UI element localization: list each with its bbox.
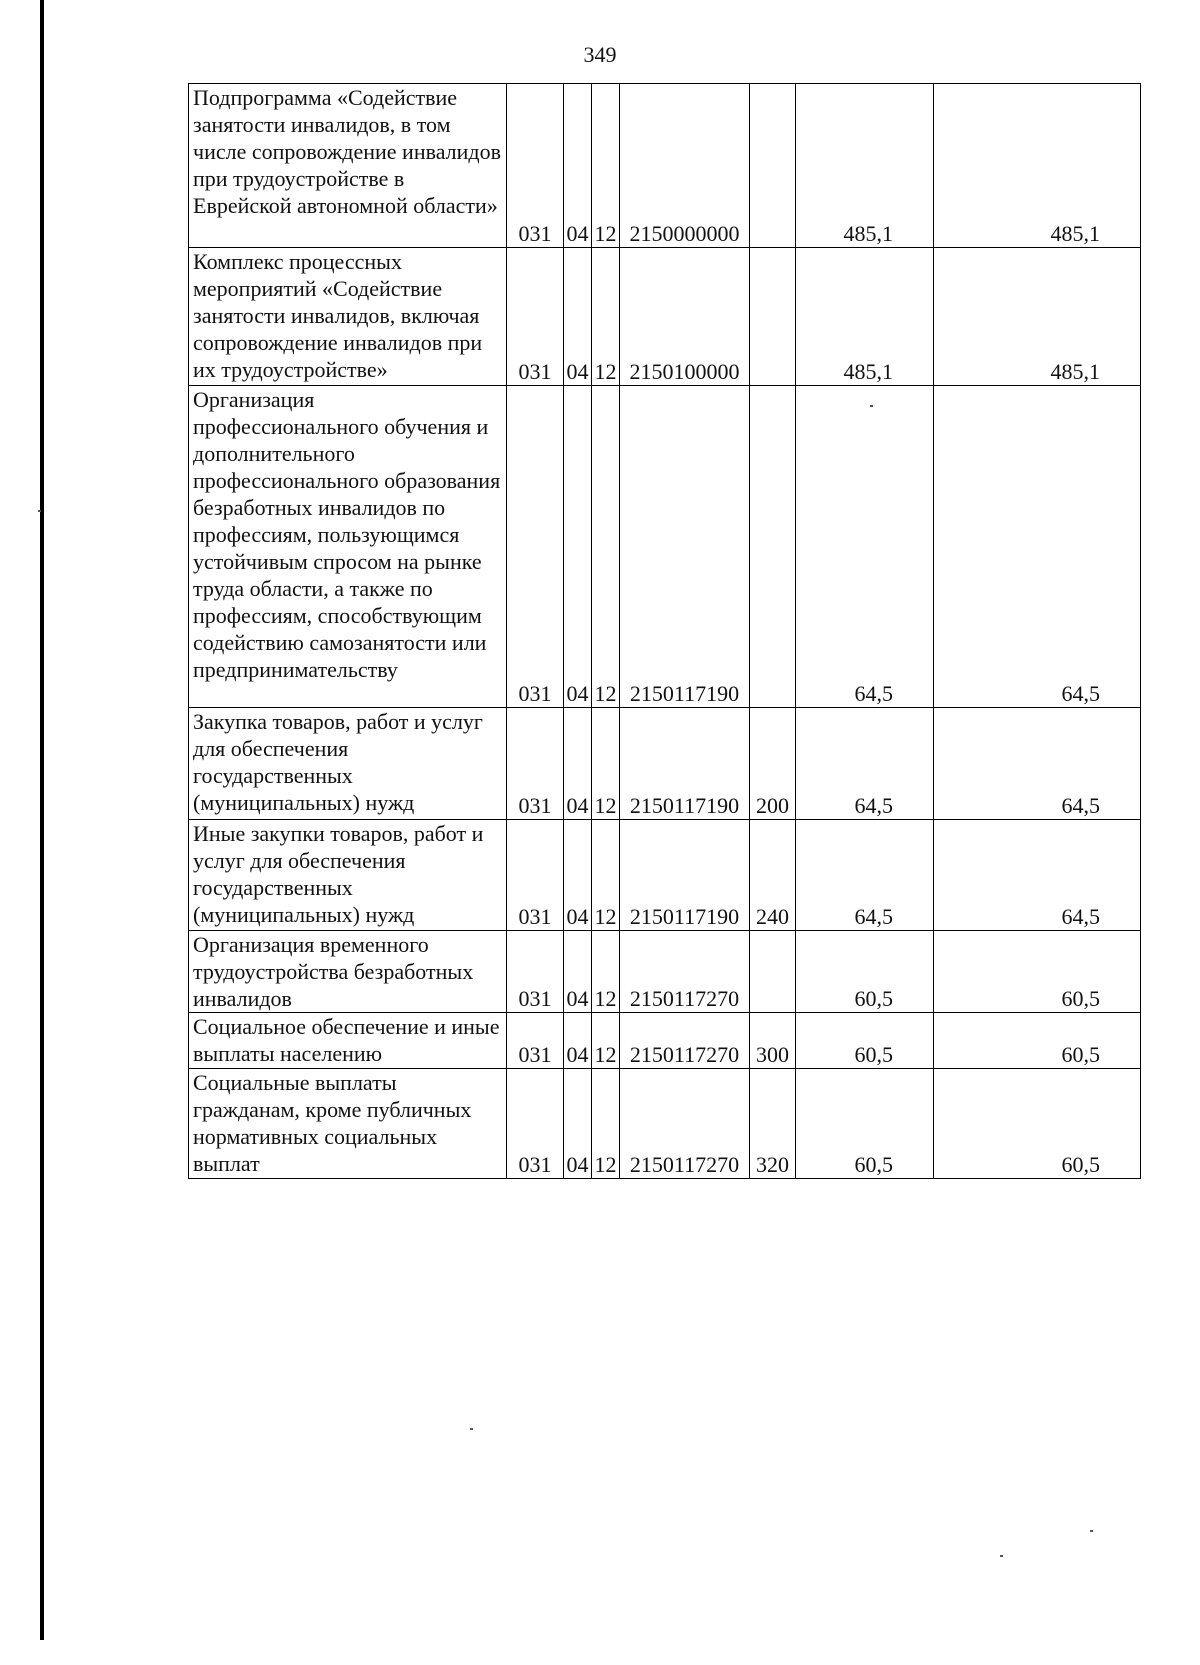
row-name: Социальное обеспечение и иные выплаты населению	[189, 1013, 507, 1069]
table-row	[189, 931, 1141, 1013]
target-article-code: 2150117270	[620, 931, 750, 1013]
expense-type-code	[750, 386, 796, 708]
section-code: 04	[564, 820, 592, 931]
subsection-code: 12	[592, 1013, 620, 1069]
expense-type-code	[750, 84, 796, 248]
row-name: Организация профессионального обучения и дополнительного профессионального образования безработных инвалидов по профессиям, пользующимся устойчивым спросом на рынке труда области, а также по профессиям, способствующим содействию самозанятости или предпринимательству	[189, 386, 507, 708]
page-number: 349	[583, 42, 617, 67]
ministry-code: 031	[507, 1069, 564, 1179]
target-article-code: 2150117190	[620, 708, 750, 820]
row-name: Закупка товаров, работ и услуг для обеспечения государственных (муниципальных) нужд	[189, 708, 507, 820]
table-row	[189, 386, 1141, 708]
ministry-code: 031	[507, 248, 564, 386]
row-name: Организация временного трудоустройства безработных инвалидов	[189, 931, 507, 1013]
expense-type-code: 300	[750, 1013, 796, 1069]
subsection-code: 12	[592, 84, 620, 248]
row-name: Подпрограмма «Содействие занятости инвалидов, в том числе сопровождение инвалидов при трудоустройстве в Еврейской автономной области»	[189, 84, 507, 248]
scan-speck	[470, 1428, 473, 1430]
ministry-code: 031	[507, 820, 564, 931]
ministry-code: 031	[507, 386, 564, 708]
ministry-code: 031	[507, 708, 564, 820]
target-article-code: 2150100000	[620, 248, 750, 386]
expense-type-code	[750, 248, 796, 386]
sum-year-1: 60,5	[796, 931, 934, 1013]
table-row	[189, 1013, 1141, 1069]
table-body	[189, 84, 1141, 1179]
scan-speck	[1000, 1555, 1003, 1557]
sum-year-1: 64,5	[796, 820, 934, 931]
sum-year-2: 60,5	[934, 931, 1141, 1013]
target-article-code: 2150117190	[620, 820, 750, 931]
sum-year-1: 60,5	[796, 1069, 934, 1179]
section-code: 04	[564, 1069, 592, 1179]
section-code: 04	[564, 931, 592, 1013]
subsection-code: 12	[592, 248, 620, 386]
sum-year-1: 64,5	[796, 708, 934, 820]
section-code: 04	[564, 1013, 592, 1069]
sum-year-1: 485,1	[796, 84, 934, 248]
sum-year-2: 64,5	[934, 708, 1141, 820]
table-row	[189, 1069, 1141, 1179]
ministry-code: 031	[507, 1013, 564, 1069]
section-code: 04	[564, 386, 592, 708]
table-row	[189, 820, 1141, 931]
sum-year-1: 60,5	[796, 1013, 934, 1069]
sum-year-1: 485,1	[796, 248, 934, 386]
sum-year-2: 64,5	[934, 820, 1141, 931]
table-row	[189, 708, 1141, 820]
row-name: Социальные выплаты гражданам, кроме публичных нормативных социальных выплат	[189, 1069, 507, 1179]
row-name: Комплекс процессных мероприятий «Содействие занятости инвалидов, включая сопровождение инвалидов при их трудоустройстве»	[189, 248, 507, 386]
sum-year-1: 64,5	[796, 386, 934, 708]
subsection-code: 12	[592, 931, 620, 1013]
subsection-code: 12	[592, 708, 620, 820]
table-row	[189, 248, 1141, 386]
target-article-code: 2150117270	[620, 1069, 750, 1179]
subsection-code: 12	[592, 386, 620, 708]
sum-year-2: 485,1	[934, 248, 1141, 386]
sum-year-2: 485,1	[934, 84, 1141, 248]
section-code: 04	[564, 84, 592, 248]
sum-year-2: 64,5	[934, 386, 1141, 708]
target-article-code: 2150117270	[620, 1013, 750, 1069]
expense-type-code: 200	[750, 708, 796, 820]
expense-type-code: 320	[750, 1069, 796, 1179]
scan-speck	[870, 405, 873, 407]
ministry-code: 031	[507, 84, 564, 248]
sum-year-2: 60,5	[934, 1013, 1141, 1069]
expense-type-code	[750, 931, 796, 1013]
target-article-code: 2150000000	[620, 84, 750, 248]
section-code: 04	[564, 248, 592, 386]
scan-speck	[1090, 1530, 1093, 1532]
budget-table	[188, 83, 1141, 1179]
subsection-code: 12	[592, 820, 620, 931]
table-row	[189, 84, 1141, 248]
left-margin-line	[40, 0, 44, 1640]
sum-year-2: 60,5	[934, 1069, 1141, 1179]
ministry-code: 031	[507, 931, 564, 1013]
target-article-code: 2150117190	[620, 386, 750, 708]
row-name: Иные закупки товаров, работ и услуг для обеспечения государственных (муниципальных) нужд	[189, 820, 507, 931]
scan-speck	[38, 510, 41, 512]
section-code: 04	[564, 708, 592, 820]
subsection-code: 12	[592, 1069, 620, 1179]
expense-type-code: 240	[750, 820, 796, 931]
